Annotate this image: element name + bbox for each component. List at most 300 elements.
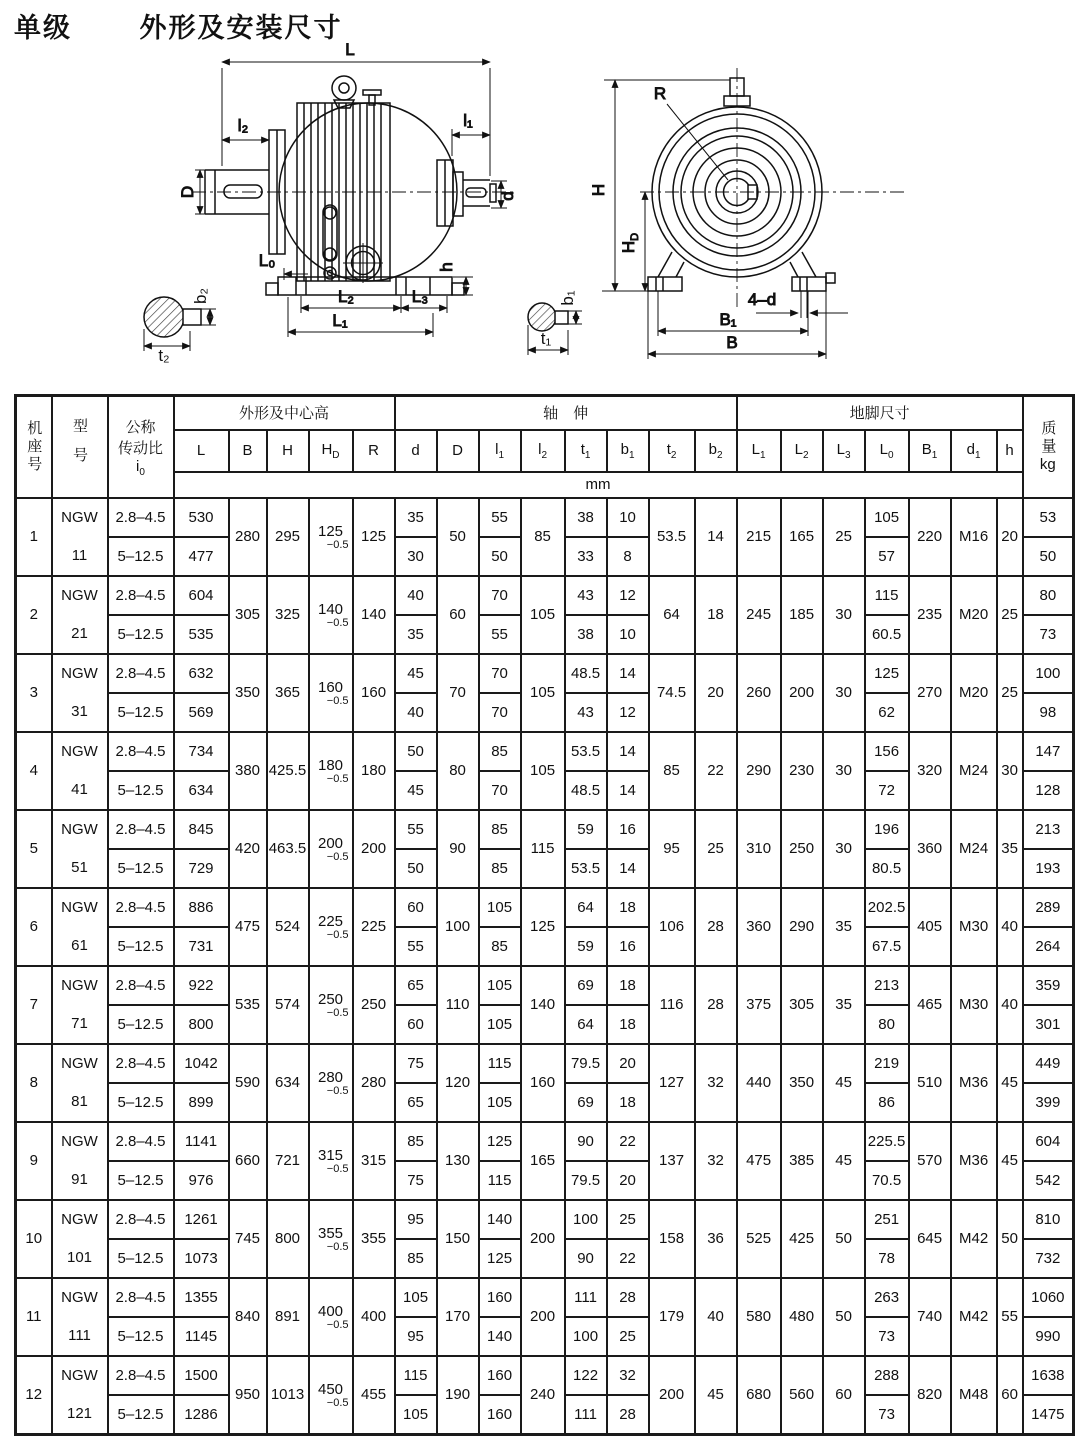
cell-t1-top: 122 — [565, 1356, 607, 1395]
cell-b1-bottom: 18 — [607, 1005, 649, 1044]
cell-ratio-bottom: 5–12.5 — [108, 1239, 174, 1278]
cell-mass-top: 359 — [1023, 966, 1074, 1005]
dim-label-b1: b₁ — [558, 290, 577, 306]
col-header-t1: $t_1$ — [565, 430, 607, 472]
cell-b1-top: 12 — [607, 576, 649, 615]
cell-HD: 160 −0.5 — [309, 654, 353, 732]
cell-L3: 30 — [823, 576, 865, 654]
dim-label-B1: B₁ — [719, 310, 737, 329]
cell-L3: 35 — [823, 966, 865, 1044]
cell-HD: 400 −0.5 — [309, 1278, 353, 1356]
cell-l1-top: 55 — [479, 498, 521, 537]
cell-B1: 820 — [909, 1356, 951, 1435]
cell-H: 1013 — [267, 1356, 309, 1435]
cell-L-bottom: 634 — [174, 771, 229, 810]
cell-l1-bottom: 70 — [479, 771, 521, 810]
cell-l1-bottom: 70 — [479, 693, 521, 732]
cell-ratio-top: 2.8–4.5 — [108, 888, 174, 927]
cell-b2: 36 — [695, 1200, 737, 1278]
cell-L-bottom: 569 — [174, 693, 229, 732]
dim-label-L2: L₂ — [337, 287, 355, 306]
cell-b2: 20 — [695, 654, 737, 732]
col-header-mass: 质量 kg — [1023, 396, 1074, 498]
cell-b1-top: 20 — [607, 1044, 649, 1083]
cell-L1: 525 — [737, 1200, 781, 1278]
cell-d-top: 115 — [395, 1356, 437, 1395]
cell-ratio-top: 2.8–4.5 — [108, 1200, 174, 1239]
cell-t1-bottom: 33 — [565, 537, 607, 576]
row-8-top — [16, 1044, 1074, 1083]
cell-model: NGW 21 — [52, 576, 108, 654]
cell-d-top: 105 — [395, 1278, 437, 1317]
cell-L0-bottom: 67.5 — [865, 927, 909, 966]
col-header-d: d — [395, 430, 437, 472]
group-header-outline: 外形及中心高 — [174, 396, 395, 430]
cell-t2: 179 — [649, 1278, 695, 1356]
cell-l1-top: 85 — [479, 810, 521, 849]
cell-mass-top: 53 — [1023, 498, 1074, 537]
cell-L2: 230 — [781, 732, 823, 810]
cell-ratio-bottom: 5–12.5 — [108, 1161, 174, 1200]
cell-L1: 215 — [737, 498, 781, 576]
cell-L-top: 1042 — [174, 1044, 229, 1083]
cell-b1-bottom: 25 — [607, 1317, 649, 1356]
cell-B1: 235 — [909, 576, 951, 654]
cell-model: NGW 81 — [52, 1044, 108, 1122]
cell-model: NGW 111 — [52, 1278, 108, 1356]
cell-b1-bottom: 8 — [607, 537, 649, 576]
cell-R: 315 — [353, 1122, 395, 1200]
col-header-d1: $d_1$ — [951, 430, 997, 472]
col-header-t2: $t_2$ — [649, 430, 695, 472]
cell-L1: 290 — [737, 732, 781, 810]
cell-d-top: 40 — [395, 576, 437, 615]
col-header-l2: $l_2$ — [521, 430, 565, 472]
cell-HD: 125 −0.5 — [309, 498, 353, 576]
cell-frame-no: 3 — [16, 654, 52, 732]
cell-L0-top: 225.5 — [865, 1122, 909, 1161]
cell-L0-top: 105 — [865, 498, 909, 537]
cell-L-top: 1141 — [174, 1122, 229, 1161]
cell-ratio-bottom: 5–12.5 — [108, 771, 174, 810]
cell-d-bottom: 75 — [395, 1161, 437, 1200]
cell-d-bottom: 45 — [395, 771, 437, 810]
cell-h: 30 — [997, 732, 1023, 810]
cell-L2: 185 — [781, 576, 823, 654]
cell-D: 190 — [437, 1356, 479, 1435]
cell-b2: 14 — [695, 498, 737, 576]
cell-HD: 140 −0.5 — [309, 576, 353, 654]
cell-d-top: 60 — [395, 888, 437, 927]
cell-model: NGW 31 — [52, 654, 108, 732]
col-header-ratio: 公称 传动比 $i_0$ — [108, 396, 174, 498]
cell-d-top: 85 — [395, 1122, 437, 1161]
col-header-b1: $b_1$ — [607, 430, 649, 472]
col-header-L3: $L_3$ — [823, 430, 865, 472]
cell-b1-bottom: 10 — [607, 615, 649, 654]
dim-label-HD: $H_D$ — [619, 232, 641, 254]
cell-ratio-bottom: 5–12.5 — [108, 1005, 174, 1044]
cell-ratio-bottom: 5–12.5 — [108, 927, 174, 966]
cell-B: 745 — [229, 1200, 267, 1278]
cell-L-top: 1355 — [174, 1278, 229, 1317]
group-header-foot: 地脚尺寸 — [737, 396, 1023, 430]
cell-L0-top: 202.5 — [865, 888, 909, 927]
cell-ratio-top: 2.8–4.5 — [108, 966, 174, 1005]
cell-L-bottom: 800 — [174, 1005, 229, 1044]
cell-B: 475 — [229, 888, 267, 966]
cell-mass-top: 1060 — [1023, 1278, 1074, 1317]
cell-model: NGW 121 — [52, 1356, 108, 1435]
cell-mass-top: 289 — [1023, 888, 1074, 927]
cell-R: 200 — [353, 810, 395, 888]
cell-R: 125 — [353, 498, 395, 576]
cell-ratio-top: 2.8–4.5 — [108, 1122, 174, 1161]
cell-t1-bottom: 90 — [565, 1239, 607, 1278]
cell-mass-top: 449 — [1023, 1044, 1074, 1083]
cell-h: 50 — [997, 1200, 1023, 1278]
cell-l1-top: 105 — [479, 966, 521, 1005]
cell-ratio-top: 2.8–4.5 — [108, 1356, 174, 1395]
cell-D: 60 — [437, 576, 479, 654]
cell-l2: 125 — [521, 888, 565, 966]
cell-ratio-top: 2.8–4.5 — [108, 654, 174, 693]
cell-l1-bottom: 55 — [479, 615, 521, 654]
cell-l1-bottom: 105 — [479, 1005, 521, 1044]
cell-D: 170 — [437, 1278, 479, 1356]
cell-mass-bottom: 50 — [1023, 537, 1074, 576]
cell-mass-top: 80 — [1023, 576, 1074, 615]
cell-B: 660 — [229, 1122, 267, 1200]
col-header-l1: $l_1$ — [479, 430, 521, 472]
cell-t1-bottom: 111 — [565, 1395, 607, 1434]
cell-model: NGW 61 — [52, 888, 108, 966]
cell-t2: 200 — [649, 1356, 695, 1435]
cell-L-bottom: 535 — [174, 615, 229, 654]
cell-t1-bottom: 43 — [565, 693, 607, 732]
cell-l1-bottom: 85 — [479, 927, 521, 966]
cell-t1-top: 43 — [565, 576, 607, 615]
cell-l1-top: 115 — [479, 1044, 521, 1083]
cell-b1-top: 28 — [607, 1278, 649, 1317]
cell-HD: 355 −0.5 — [309, 1200, 353, 1278]
cell-frame-no: 11 — [16, 1278, 52, 1356]
cell-L1: 440 — [737, 1044, 781, 1122]
cell-L3: 30 — [823, 810, 865, 888]
cell-b2: 18 — [695, 576, 737, 654]
cell-mass-bottom: 73 — [1023, 615, 1074, 654]
cell-B1: 645 — [909, 1200, 951, 1278]
cell-L1: 375 — [737, 966, 781, 1044]
cell-L2: 250 — [781, 810, 823, 888]
cell-model: NGW 41 — [52, 732, 108, 810]
cell-L1: 580 — [737, 1278, 781, 1356]
dim-label-t1: t₁ — [540, 329, 552, 348]
cell-L-top: 1261 — [174, 1200, 229, 1239]
spec-table — [14, 394, 1075, 1436]
cell-d1: M30 — [951, 888, 997, 966]
cell-frame-no: 10 — [16, 1200, 52, 1278]
cell-t1-top: 64 — [565, 888, 607, 927]
cell-L-top: 922 — [174, 966, 229, 1005]
cell-t1-bottom: 79.5 — [565, 1161, 607, 1200]
cell-d-bottom: 35 — [395, 615, 437, 654]
cell-B: 350 — [229, 654, 267, 732]
dim-label-L3: L₃ — [411, 287, 429, 306]
cell-l1-top: 140 — [479, 1200, 521, 1239]
cell-L0-top: 219 — [865, 1044, 909, 1083]
cell-H: 721 — [267, 1122, 309, 1200]
cell-D: 130 — [437, 1122, 479, 1200]
col-header-B: B — [229, 430, 267, 472]
cell-L1: 475 — [737, 1122, 781, 1200]
cell-d-bottom: 40 — [395, 693, 437, 732]
cell-b1-top: 14 — [607, 654, 649, 693]
cell-l2: 85 — [521, 498, 565, 576]
cell-d-top: 95 — [395, 1200, 437, 1239]
cell-L-top: 530 — [174, 498, 229, 537]
row-2-top — [16, 576, 1074, 615]
cell-h: 40 — [997, 966, 1023, 1044]
cell-R: 160 — [353, 654, 395, 732]
cell-t1-top: 100 — [565, 1200, 607, 1239]
dim-label-L0: L₀ — [258, 251, 276, 270]
cell-ratio-top: 2.8–4.5 — [108, 810, 174, 849]
cell-l2: 140 — [521, 966, 565, 1044]
row-5-top — [16, 810, 1074, 849]
cell-frame-no: 7 — [16, 966, 52, 1044]
cell-L-bottom: 731 — [174, 927, 229, 966]
dim-label-D: D — [178, 185, 197, 199]
cell-t1-top: 111 — [565, 1278, 607, 1317]
right-view-dimensions — [589, 68, 906, 359]
cell-ratio-bottom: 5–12.5 — [108, 1317, 174, 1356]
cell-L0-bottom: 73 — [865, 1317, 909, 1356]
row-9-top — [16, 1122, 1074, 1161]
cell-b1-bottom: 16 — [607, 927, 649, 966]
cell-B: 535 — [229, 966, 267, 1044]
cell-L-bottom: 1286 — [174, 1395, 229, 1434]
cell-b2: 22 — [695, 732, 737, 810]
row-6-top — [16, 888, 1074, 927]
cell-d-bottom: 30 — [395, 537, 437, 576]
cell-L2: 200 — [781, 654, 823, 732]
col-header-L1: $L_1$ — [737, 430, 781, 472]
cell-l1-top: 160 — [479, 1278, 521, 1317]
col-header-HD: $H_D$ — [309, 430, 353, 472]
cell-L0-bottom: 80.5 — [865, 849, 909, 888]
shaft-section-b2-t2 — [144, 288, 216, 365]
cell-ratio-bottom: 5–12.5 — [108, 1083, 174, 1122]
cell-L3: 45 — [823, 1122, 865, 1200]
cell-L0-bottom: 73 — [865, 1395, 909, 1434]
cell-ratio-bottom: 5–12.5 — [108, 537, 174, 576]
cell-h: 25 — [997, 576, 1023, 654]
cell-L0-top: 213 — [865, 966, 909, 1005]
cell-t2: 127 — [649, 1044, 695, 1122]
col-header-L: L — [174, 430, 229, 472]
cell-L1: 260 — [737, 654, 781, 732]
cell-L-top: 734 — [174, 732, 229, 771]
cell-b1-bottom: 28 — [607, 1395, 649, 1434]
dim-label-h: h — [437, 262, 456, 272]
cell-d-top: 65 — [395, 966, 437, 1005]
row-7-top — [16, 966, 1074, 1005]
cell-b2: 45 — [695, 1356, 737, 1435]
cell-B: 420 — [229, 810, 267, 888]
cell-mass-top: 1638 — [1023, 1356, 1074, 1395]
cell-d1: M42 — [951, 1278, 997, 1356]
cell-L3: 60 — [823, 1356, 865, 1435]
cell-d-bottom: 55 — [395, 927, 437, 966]
cell-b1-top: 16 — [607, 810, 649, 849]
cell-L-bottom: 477 — [174, 537, 229, 576]
cell-mass-bottom: 301 — [1023, 1005, 1074, 1044]
row-10-top — [16, 1200, 1074, 1239]
cell-L2: 165 — [781, 498, 823, 576]
cell-frame-no: 6 — [16, 888, 52, 966]
row-1-top — [16, 498, 1074, 537]
cell-model: NGW 71 — [52, 966, 108, 1044]
cell-d1: M24 — [951, 810, 997, 888]
cell-d1: M42 — [951, 1200, 997, 1278]
row-4-top — [16, 732, 1074, 771]
dim-label-d: d — [498, 191, 517, 201]
cell-t2: 85 — [649, 732, 695, 810]
cell-D: 110 — [437, 966, 479, 1044]
cell-t2: 53.5 — [649, 498, 695, 576]
cell-L2: 425 — [781, 1200, 823, 1278]
cell-b1-bottom: 14 — [607, 771, 649, 810]
cell-L1: 245 — [737, 576, 781, 654]
cell-b1-top: 22 — [607, 1122, 649, 1161]
cell-l2: 115 — [521, 810, 565, 888]
cell-l2: 240 — [521, 1356, 565, 1435]
row-3-top — [16, 654, 1074, 693]
cell-D: 120 — [437, 1044, 479, 1122]
cell-B: 950 — [229, 1356, 267, 1435]
cell-B: 280 — [229, 498, 267, 576]
cell-t2: 95 — [649, 810, 695, 888]
cell-d1: M16 — [951, 498, 997, 576]
cell-b2: 25 — [695, 810, 737, 888]
cell-B: 305 — [229, 576, 267, 654]
cell-L2: 350 — [781, 1044, 823, 1122]
cell-L-bottom: 976 — [174, 1161, 229, 1200]
cell-l2: 200 — [521, 1200, 565, 1278]
cell-L0-top: 288 — [865, 1356, 909, 1395]
gearbox-side-view — [205, 76, 496, 295]
cell-L0-bottom: 62 — [865, 693, 909, 732]
cell-D: 100 — [437, 888, 479, 966]
cell-t1-top: 48.5 — [565, 654, 607, 693]
cell-H: 800 — [267, 1200, 309, 1278]
output-shaft — [453, 172, 496, 216]
cell-L0-top: 263 — [865, 1278, 909, 1317]
cell-L0-top: 115 — [865, 576, 909, 615]
dim-label-l2: l₂ — [237, 116, 249, 135]
shaft-section-b1-t1 — [528, 290, 582, 355]
row-11-top — [16, 1278, 1074, 1317]
cell-L0-bottom: 86 — [865, 1083, 909, 1122]
cell-mass-top: 213 — [1023, 810, 1074, 849]
cell-ratio-top: 2.8–4.5 — [108, 498, 174, 537]
dim-label-t2: t₂ — [158, 346, 170, 365]
cell-mass-bottom: 128 — [1023, 771, 1074, 810]
cell-b2: 40 — [695, 1278, 737, 1356]
cell-l1-top: 105 — [479, 888, 521, 927]
cell-d1: M20 — [951, 576, 997, 654]
cell-b1-top: 18 — [607, 966, 649, 1005]
cell-h: 45 — [997, 1122, 1023, 1200]
cell-mass-bottom: 193 — [1023, 849, 1074, 888]
dim-label-L: L — [345, 40, 355, 59]
cell-B1: 360 — [909, 810, 951, 888]
col-header-R: R — [353, 430, 395, 472]
cell-b1-bottom: 22 — [607, 1239, 649, 1278]
col-header-h: h — [997, 430, 1023, 472]
cell-d-top: 50 — [395, 732, 437, 771]
cell-L3: 35 — [823, 888, 865, 966]
cell-t2: 116 — [649, 966, 695, 1044]
cell-L3: 50 — [823, 1278, 865, 1356]
cell-h: 60 — [997, 1356, 1023, 1435]
cell-model: NGW 91 — [52, 1122, 108, 1200]
cell-t1-bottom: 38 — [565, 615, 607, 654]
cell-H: 524 — [267, 888, 309, 966]
cell-B1: 510 — [909, 1044, 951, 1122]
cell-d-bottom: 60 — [395, 1005, 437, 1044]
cell-d-top: 35 — [395, 498, 437, 537]
unit-row: mm — [174, 472, 1023, 498]
cell-B1: 570 — [909, 1122, 951, 1200]
cell-HD: 200 −0.5 — [309, 810, 353, 888]
cell-L2: 560 — [781, 1356, 823, 1435]
cell-t1-top: 53.5 — [565, 732, 607, 771]
cell-R: 140 — [353, 576, 395, 654]
technical-drawings — [0, 0, 1082, 394]
cell-l1-top: 70 — [479, 654, 521, 693]
cell-t1-top: 69 — [565, 966, 607, 1005]
cell-H: 463.5 — [267, 810, 309, 888]
cell-HD: 180 −0.5 — [309, 732, 353, 810]
cell-b1-top: 25 — [607, 1200, 649, 1239]
cell-L-bottom: 1073 — [174, 1239, 229, 1278]
cell-L1: 360 — [737, 888, 781, 966]
cell-B1: 220 — [909, 498, 951, 576]
cell-L0-bottom: 78 — [865, 1239, 909, 1278]
dim-label-L1: L₁ — [332, 311, 348, 330]
cell-t2: 158 — [649, 1200, 695, 1278]
cell-l1-bottom: 125 — [479, 1239, 521, 1278]
cell-model: NGW 101 — [52, 1200, 108, 1278]
spec-table-body — [16, 498, 1074, 1435]
cell-L1: 680 — [737, 1356, 781, 1435]
cell-ratio-bottom: 5–12.5 — [108, 693, 174, 732]
gearbox-end-view — [648, 78, 835, 291]
cell-model: NGW 11 — [52, 498, 108, 576]
col-header-L0: $L_0$ — [865, 430, 909, 472]
cell-L0-top: 251 — [865, 1200, 909, 1239]
row-12-top — [16, 1356, 1074, 1395]
cell-R: 355 — [353, 1200, 395, 1278]
cell-B: 380 — [229, 732, 267, 810]
cell-L0-bottom: 70.5 — [865, 1161, 909, 1200]
cell-b1-bottom: 14 — [607, 849, 649, 888]
dim-label-R: R — [653, 84, 667, 103]
cell-h: 55 — [997, 1278, 1023, 1356]
cell-t1-top: 79.5 — [565, 1044, 607, 1083]
